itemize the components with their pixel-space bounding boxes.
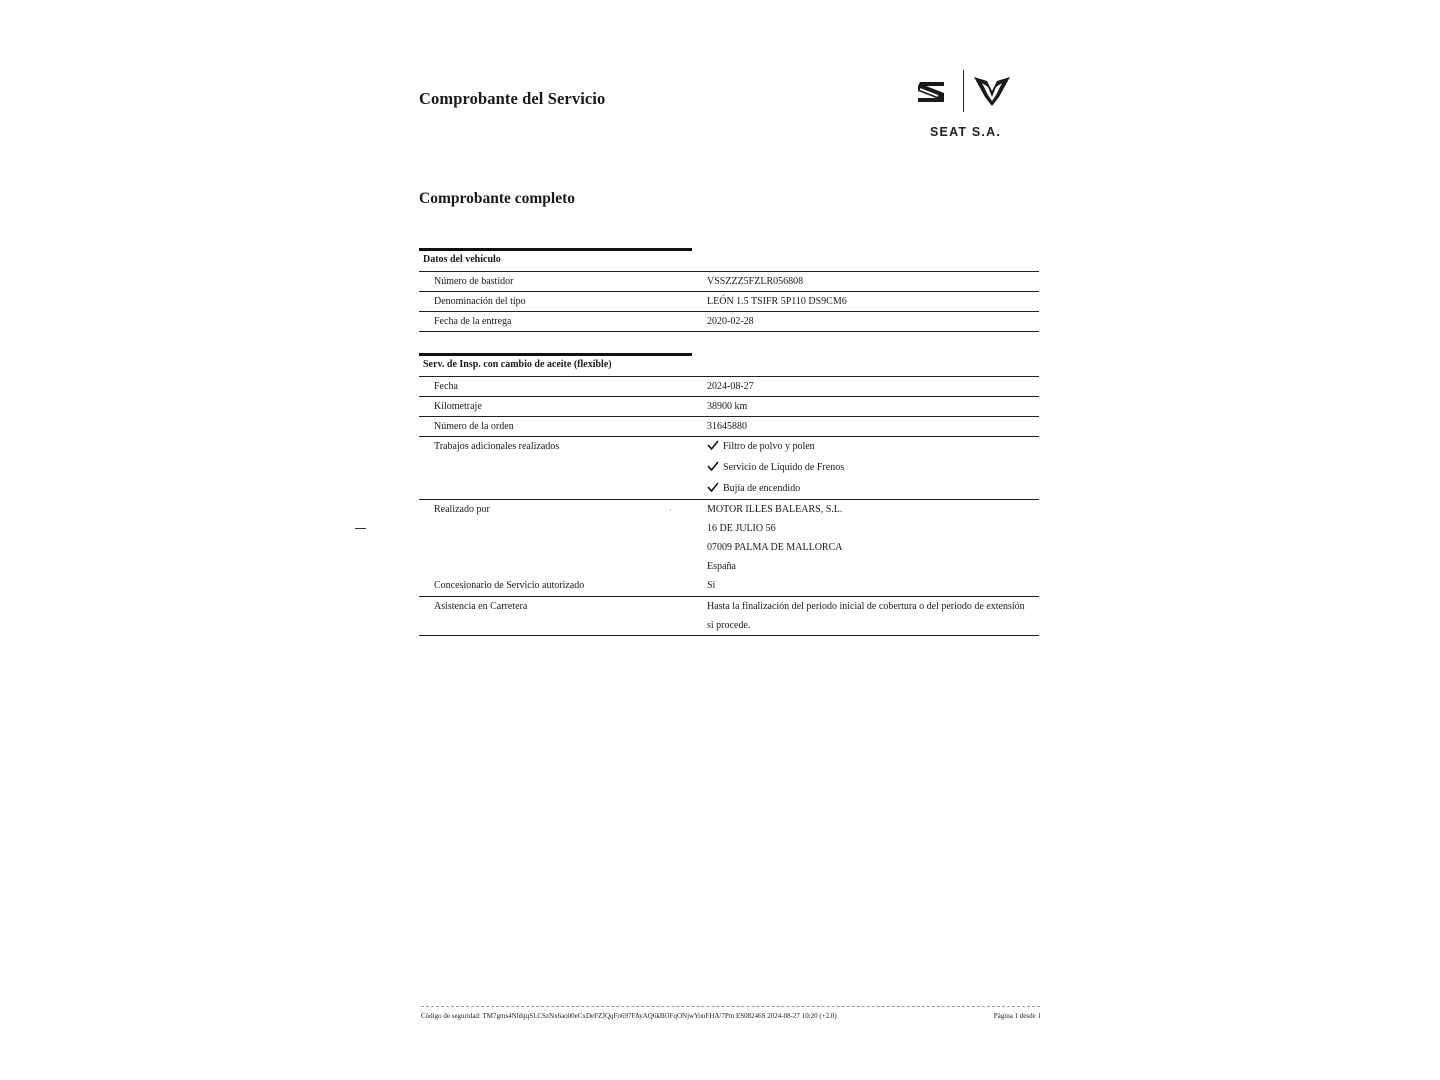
row-label: Fecha de la entrega bbox=[434, 316, 512, 327]
vehicle-section bbox=[419, 248, 1039, 332]
row-value: 38900 km bbox=[707, 401, 748, 412]
table-row bbox=[419, 376, 1039, 396]
table-row bbox=[419, 596, 1039, 636]
decorative-dot: · bbox=[669, 506, 672, 515]
company-name: SEAT S.A. bbox=[930, 125, 1001, 139]
list-item: Servicio de Líquido de Frenos bbox=[707, 461, 844, 482]
row-label: Denominación del tipo bbox=[434, 296, 526, 307]
row-label: Número de la orden bbox=[434, 421, 514, 432]
checkmark-icon bbox=[707, 461, 719, 471]
table-row bbox=[419, 311, 1039, 332]
list-item: Bujía de encendido bbox=[707, 482, 844, 503]
row-label: Kilometraje bbox=[434, 401, 482, 412]
table-row bbox=[419, 291, 1039, 311]
row-value: VSSZZZ5FZLR056808 bbox=[707, 276, 804, 287]
row-value: 2024-08-27 bbox=[707, 381, 754, 392]
table-row bbox=[419, 271, 1039, 291]
footer-divider bbox=[421, 1006, 1040, 1007]
section-heading: Serv. de Insp. con cambio de aceite (flexible) bbox=[419, 353, 692, 376]
table-row bbox=[419, 436, 1039, 499]
document-subtitle: Comprobante completo bbox=[419, 190, 575, 207]
logo-block bbox=[912, 70, 1016, 142]
seat-logo-icon bbox=[916, 80, 946, 104]
checkmark-icon bbox=[707, 482, 719, 492]
row-label: Fecha bbox=[434, 381, 458, 392]
section-heading: Datos del vehículo bbox=[419, 248, 692, 271]
table-row bbox=[419, 416, 1039, 436]
row-value bbox=[707, 440, 844, 503]
row-value: LEÓN 1.5 TSIFR 5P110 DS9CM6 bbox=[707, 296, 847, 307]
row-value: 31645880 bbox=[707, 421, 747, 432]
row-label: Concesionario de Servicio autorizado bbox=[434, 580, 585, 591]
row-value: Hasta la finalización del periodo inicial de cobertura o del periodo de extensión si procede. bbox=[707, 601, 1025, 631]
cupra-logo-icon bbox=[973, 75, 1011, 107]
service-section bbox=[419, 353, 1039, 636]
margin-mark bbox=[355, 528, 366, 529]
row-value: 2020-02-28 bbox=[707, 316, 754, 327]
document-title: Comprobante del Servicio bbox=[419, 89, 606, 108]
page-number: Página 1 desde 1 bbox=[993, 1012, 1041, 1020]
security-code: Código de seguridad: TM7gms4NhhjqSLCSzNx6ao00eCxDeFZJQqFo697FAyAQ6kBOFqONjwYonFHA/7Pm ES08246S 2024-08-27 10:20 (+2.0) bbox=[421, 1012, 837, 1020]
row-label: Asistencia en Carretera bbox=[434, 601, 528, 612]
row-value: MOTOR ILLES BALEARS, S.L. 16 DE JULIO 56 07009 PALMA DE MALLORCA España Sí bbox=[707, 504, 843, 591]
table-row bbox=[419, 396, 1039, 416]
list-item: Filtro de polvo y polen bbox=[707, 440, 844, 461]
row-label: Trabajos adicionales realizados bbox=[434, 441, 560, 452]
checkmark-icon bbox=[707, 440, 719, 450]
logo-divider bbox=[963, 70, 964, 112]
row-label: Realizado por bbox=[434, 504, 490, 515]
table-row bbox=[419, 499, 1039, 596]
row-label: Número de bastidor bbox=[434, 276, 514, 287]
